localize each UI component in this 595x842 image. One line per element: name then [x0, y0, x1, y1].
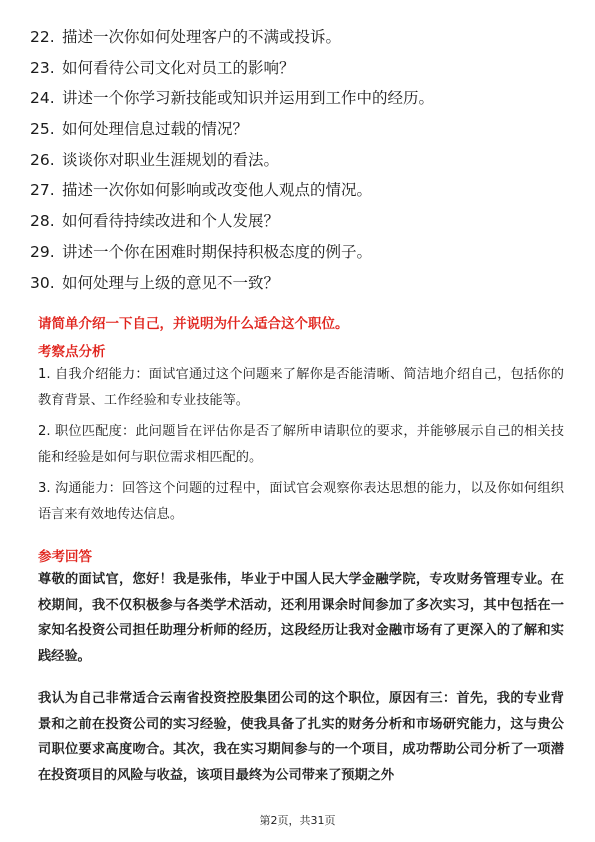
question-number: 30. — [30, 273, 55, 292]
analysis-point: 3. 沟通能力：回答这个问题的过程中，面试官会观察你表达思想的能力，以及你如何组织语言来有效地传达信息。 — [38, 481, 564, 522]
question-text: 讲述一个你学习新技能或知识并运用到工作中的经历。 — [62, 89, 435, 108]
answer-heading: 参考回答 — [38, 549, 92, 565]
question-item — [30, 22, 570, 53]
question-text: 讲述一个你在困难时期保持积极态度的例子。 — [62, 242, 373, 261]
question-item — [30, 175, 570, 206]
question-list — [30, 22, 570, 298]
question-item — [30, 53, 570, 84]
answer-paragraph: 尊敬的面试官，您好！我是张伟，毕业于中国人民大学金融学院，专攻财务管理专业。在校期间，我不仅积极参与各类学术活动，还利用课余时间参加了多次实习，其中包括在一家知名投资公司担任助理分析师的经历，这段经历让我对金融市场有了更深入的了解和实践经验。 — [38, 572, 564, 664]
question-text: 描述一次你如何处理客户的不满或投诉。 — [62, 28, 342, 46]
question-text: 如何看待持续改进和个人发展？ — [62, 212, 280, 231]
analysis-heading: 考察点分析 — [38, 344, 106, 360]
question-text: 如何处理信息过载的情况？ — [62, 120, 249, 139]
question-number: 27. — [30, 181, 55, 200]
question-text: 谈谈你对职业生涯规划的看法。 — [62, 150, 280, 169]
question-text: 如何处理与上级的意见不一致？ — [62, 273, 280, 292]
question-number: 29. — [30, 242, 55, 261]
question-item — [30, 268, 570, 299]
featured-question: 请简单介绍一下自己，并说明为什么适合这个职位。 — [38, 316, 349, 332]
question-item — [30, 114, 570, 145]
question-number: 25. — [30, 120, 55, 139]
page-footer: 第2页，共31页 — [259, 814, 336, 827]
question-number: 23. — [30, 58, 55, 77]
analysis-point: 1. 自我介绍能力：面试官通过这个问题来了解你是否能清晰、简洁地介绍自己，包括你的教育背景、工作经验和专业技能等。 — [38, 367, 564, 408]
question-item — [30, 237, 570, 268]
question-text: 描述一次你如何影响或改变他人观点的情况。 — [62, 181, 373, 200]
question-item — [30, 83, 570, 114]
question-number: 28. — [30, 212, 55, 231]
question-item — [30, 206, 570, 237]
question-item — [30, 145, 570, 176]
answer-paragraph: 我认为自己非常适合云南省投资控股集团公司的这个职位，原因有三：首先，我的专业背景和之前在投资公司的实习经验，使我具备了扎实的财务分析和市场研究能力，这与贵公司职位要求高度吻合。其次，我在实习期间参与的一个项目，成功帮助公司分析了一项潜在投资项目的风险与收益，该项目最终为公司带来了预期之外 — [38, 691, 564, 783]
question-number: 22. — [30, 28, 55, 46]
analysis-point: 2. 职位匹配度：此问题旨在评估你是否了解所申请职位的要求，并能够展示自己的相关技能和经验是如何与职位需求相匹配的。 — [38, 424, 564, 465]
question-text: 如何看待公司文化对员工的影响？ — [62, 58, 295, 77]
question-number: 26. — [30, 150, 55, 169]
question-number: 24. — [30, 89, 55, 108]
